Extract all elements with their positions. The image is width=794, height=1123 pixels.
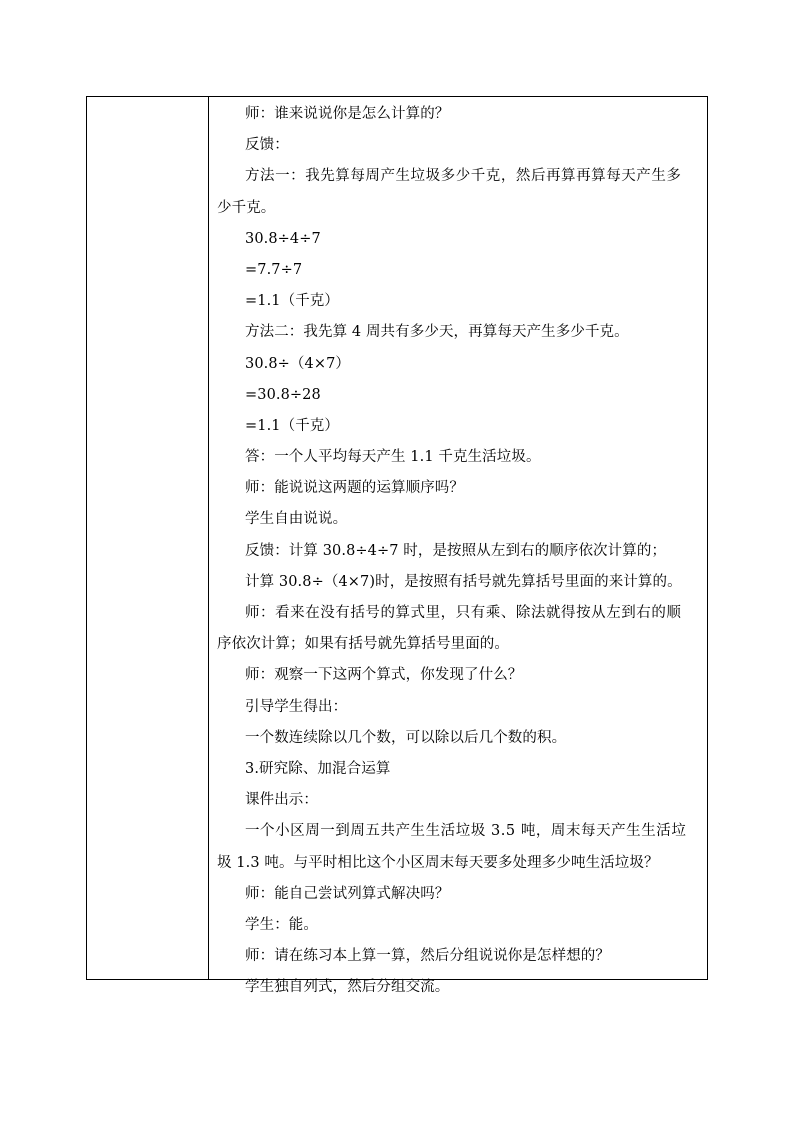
text-line: 方法一：我先算每周产生垃圾多少千克，然后再算再算每天产生多 [245, 168, 682, 185]
text-line: 反馈：计算 30.8÷4÷7 时，是按照从左到右的顺序依次计算的； [245, 542, 667, 559]
math-line: =1.1（千克） [245, 417, 340, 434]
math-line: 30.8÷（4×7） [245, 355, 351, 372]
text-line: 一个数连续除以几个数，可以除以后几个数的积。 [245, 729, 567, 746]
text-line: 引导学生得出： [245, 698, 348, 715]
section-heading: 3.研究除、加混合运算 [245, 760, 391, 777]
text-line: 师：看来在没有括号的算式里，只有乘、除法就得按从左到右的顺 [245, 605, 682, 621]
lesson-content-cell [217, 99, 693, 1003]
text-line: 一个小区周一到周五共产生生活垃圾 3.5 吨，周末每天产生生活垃 [245, 823, 687, 840]
text-line: 学生：能。 [245, 916, 318, 933]
text-line: 师：请在练习本上算一算，然后分组说说你是怎样想的？ [245, 948, 610, 965]
math-line: =7.7÷7 [245, 261, 303, 278]
text-line: 序依次计算；如果有括号就先算括号里面的。 [217, 636, 509, 653]
text-line: 方法二：我先算 4 周共有多少天，再算每天产生多少千克。 [245, 324, 629, 341]
text-line: 课件出示： [245, 792, 318, 809]
math-line: 30.8÷4÷7 [245, 230, 321, 247]
lesson-table [86, 96, 708, 996]
math-line: =1.1（千克） [245, 293, 340, 310]
text-line: 少千克。 [217, 199, 276, 216]
text-line: 师：能自己尝试列算式解决吗？ [245, 885, 450, 902]
text-line: 师：能说说这两题的运算顺序吗？ [245, 480, 464, 497]
math-line: =30.8÷28 [245, 386, 321, 403]
text-line: 学生独自列式，然后分组交流。 [245, 979, 450, 996]
text-line: 答：一个人平均每天产生 1.1 千克生活垃圾。 [245, 449, 541, 466]
column-divider [208, 97, 209, 979]
text-line: 计算 30.8÷（4×7)时，是按照有括号就先算括号里面的来计算的。 [245, 573, 682, 590]
text-line: 师：观察一下这两个算式，你发现了什么？ [245, 667, 523, 684]
text-line: 学生自由说说。 [245, 511, 348, 528]
text-line: 圾 1.3 吨。与平时相比这个小区周末每天要多处理多少吨生活垃圾？ [217, 854, 659, 871]
left-label-cell [87, 97, 208, 979]
text-line: 师：谁来说说你是怎么计算的？ [245, 106, 450, 122]
text-line: 反馈： [245, 137, 289, 154]
